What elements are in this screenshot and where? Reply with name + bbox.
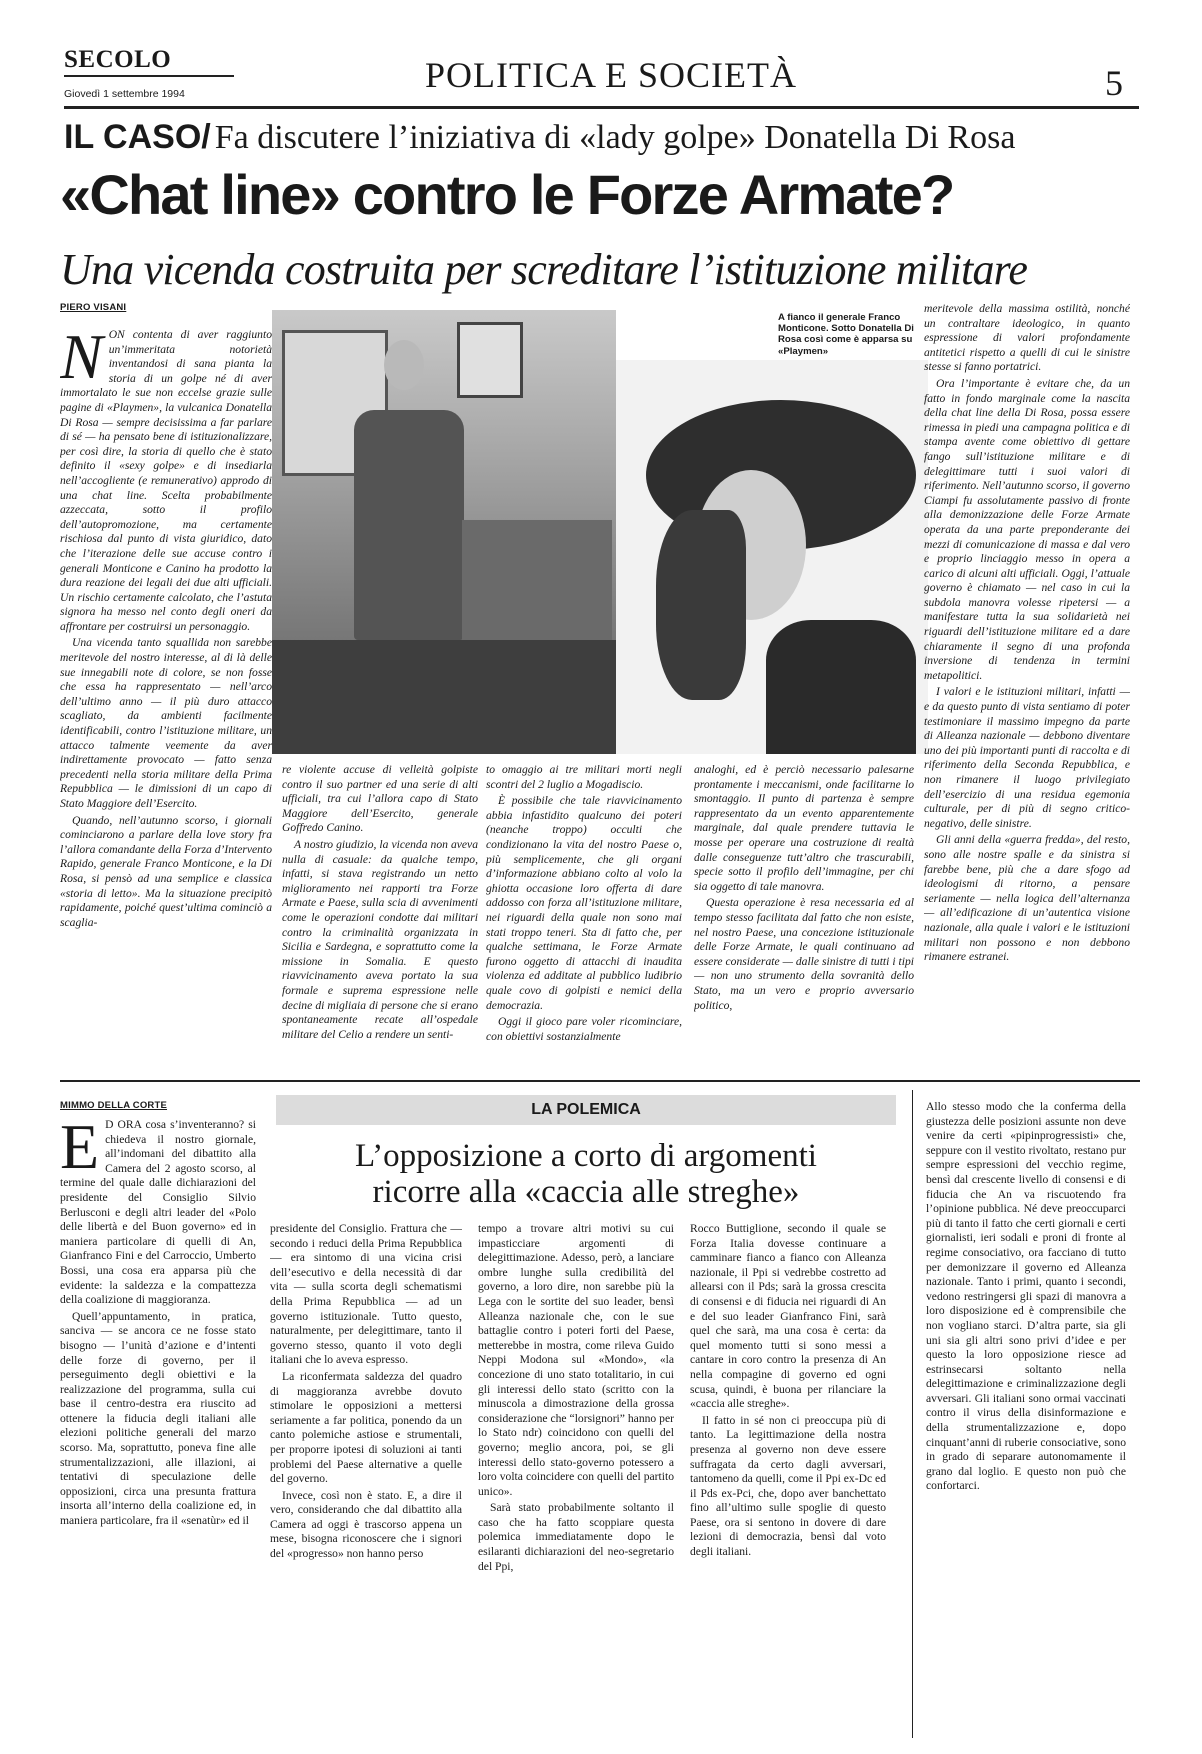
headline: «Chat line» contro le Forze Armate? [60,163,954,226]
second-col-4: Rocco Buttiglione, secondo il quale se Forza Italia dovesse continuare a camminare fianco a fianco con Alleanza nazionale, il Ppi si vedrebbe costretto ad allearsi con il Pds; sarà la grossa crescita di consensi e di fiducia nei riguardi di An e del suo leader Gianfranco Fini, sarà quel che sarà, ma una cosa è certa: da quel momento tutti si sono messi a cantare in coro contro la presenza di An nella compagine di governo ed ogni scusa, quindi, è buona per rilanciare la «caccia alle streghe». Il fatto in sé non ci preoccupa più di tanto. La legittimazione della nostra presenza al governo non deve essere suffragata da certo dagli avversari, tantomeno da quelli, come il Ppi ex-Dc ed il Pds ex-Pci, che, dopo aver banchettato fino all’ultimo sulle spoglie di questo Paese, ora si sentono in dovere di dare lezioni di democrazia, bensì dal voto degli italiani. [690,1222,886,1559]
photo-caption: A fianco il generale Franco Monticone. Sotto Donatella Di Rosa così come è apparsa su «Playmen» [778,312,914,357]
page-number: 5 [1105,63,1123,103]
subhead: Una vicenda costruita per screditare l’istituzione militare [60,245,1028,294]
byline-visani: PIERO VISANI [60,302,127,313]
main-col-1: NON contenta di aver raggiunto un’immeritata notorietà inventandosi di sana pianta la storia di un golpe né di aver immortalato le sue non eccelse grazie sulle pagine di «Playmen», la vulcanica Donatella Di Rosa — sempre decisissima a far parlare di sé — ha pensato bene di istituzionalizzare, per così dire, la storia di quello che è stato definito il «sexy golpe» e di insediarla nell’accogliente (e remunerativo) approdo di una chat line. Scelta probabilmente azzeccata, sotto il profilo dell’autopromozione, ma certamente rischiosa dal punto di vista giuridico, dato che l’iterazione delle sue accuse contro i generali Monticone e Canino ha prodotto la dura reazione dei legali dei due alti ufficiali. Un rischio certamente calcolato, che l’astuta signora ha messo nel conto degli oneri da affrontare per costruirsi un personaggio. Una vicenda tanto squallida non sarebbe meritevole del nostro interesse, al di là delle sue innegabili note di colore, se non fosse che essa ha rappresentato — nell’arco dell’ultimo anno — il più duro attacco scagliato, da ambienti facilmente identificabili, contro l’istituzione militare, un attacco talmente veemente da aver indirettamente provocato — fatto senza precedenti nella storia militare della Prima Repubblica — le dimissioni di un capo di Stato Maggiore dell’Esercito. Quando, nell’autunno scorso, i giornali cominciarono a parlare della love story fra l’allora comandante della Forza d’Intervento Rapido, generale Franco Monticone, e la Di Rosa, si pensò ad una semplice e classica «storia di letto». Ma la situazione precipitò rapidamente, poiché quest’ultima cominciò a scaglia- [60,328,272,929]
overline-text: Fa discutere l’iniziativa di «lady golpe» Donatella Di Rosa [214,119,1016,156]
second-col-2: presidente del Consiglio. Frattura che — secondo i reduci della Prima Repubblica — era sintomo di una vicina crisi dell’esecutivo e della necessità di dar vita — sulla scorta degli schematismi della Prima Repubblica — ad un governo istituzionale. Tutto questo, naturalmente, per delegittimare, tanto il governo stesso, quanto il voto degli italiani che lo aveva espresso. La riconfermata saldezza del quadro di maggioranza avrebbe dovuto stimolare le opposizioni a mettersi seriamente a far politica, ponendo da un canto polemiche astiose e strumentali, per proporre ipotesi di soluzioni ai tanti problemi del Paese alternative a quelle del governo. Invece, così non è stato. E, a dire il vero, considerando che dal dibattito alla Camera ad oggi è trascorso appena un mese, bisogna riconoscere che i signori del «progresso» non hanno perso [270,1222,462,1561]
main-col-5: meritevole della massima ostilità, nonché un contraltare ideologico, in quanto espressione di valori profondamente antitetici rispetto a quelli di cui le sinistre stesse si fanno portatrici. Ora l’importante è evitare che, da un fatto in fondo marginale come la nascita della chat line della Di Rosa, possa essere rimessa in piedi una campagna politica e di stampa avente come obiettivo di gettare fango sull’istituzione militare e di delegittimare tutti i suoi valori di riferimento. Nell’autunno scorso, il governo Ciampi fu assolutamente passivo di fronte alla demonizzazione delle Forze Armate operata da una parte preponderante dei mezzi di comunicazione di massa e dal vero e proprio linciaggio messo in opera a carico di alcuni alti ufficiali. Oggi, l’attuale governo è chiamato — nel caso in cui la subdola manovra volesse ripetersi — a manifestare tutta la sua solidarietà nei riguardi dell’istituzione militare ed a dare chiaramente il segno di una profonda inversione di tendenza in termini metapolitici. I valori e le istituzioni militari, infatti — e da questo punto di vista sentiamo di poter testimoniare il massimo impegno da parte di Alleanza nazionale — debbono diventare uno dei più importanti punti di raccolta e di riferimento della Seconda Repubblica, e non rimanere il luogo privilegiato dell’esercizio di una residua egemonia culturale, per di più di segno critico-negativo, delle sinistre. Gli anni della «guerra fredda», del resto, sono alle nostre spalle e da sinistra si farebbe bene, più che a dare sfogo ad ideologismi di ritorno, a pensare seriamente — nella logica dell’alternanza — all’edificazione di un’autentica visione nazionale, alla quale i valori e le istituzioni militari non possono e non debbono rimanere estranei. [924,302,1130,964]
main-col-4: analoghi, ed è perciò necessario palesarne prontamente i meccanismi, onde facilitarne lo smontaggio. Il punto di partenza è sempre rappresentato da un evento apparentemente marginale, dal quale prendere tuttavia le mosse per operare una costruzione di realtà dalle conseguenze tutt’altro che trascurabili, specie sotto il profilo dell’immagine, per chi sia oggetto di tale manovra. Questa operazione è resa necessaria ed al tempo stesso facilitata dal fatto che non esiste, nel nostro Paese, una concezione istituzionale delle Forze Armate, le quali continuano ad essere considerate — dalle sinistre di tutti i tipi — non uno strumento della sovranità dello Stato, ma un vero e proprio avversario politico, [694,763,914,1012]
issue-date: Giovedì 1 settembre 1994 [64,88,185,100]
second-col-3: tempo a trovare altri motivi su cui impasticciare argomenti di delegittimazione. Adesso, però, a lanciare ombre lunghe sulla credibilità del governo, a loro dire, non sarebbe più la Lega con le sortite del suo leader, bensì Alleanza nazionale che, con le sue battaglie contro i poteri forti del Paese, metterebbe in mostra, come rileva Guido Neppi Modona sul «Mondo», «la concezione di uno stato totalitario, in cui gli interessi dello stato (scritto con la minuscola a dimostrazione della grossa considerazione che “lorsignori” hanno per lo Stato ndr) coincidono con quelli del governo; meglio ancora, poi, se gli interessi dello stato-governo potessero a loro volta coincidere con quelli del partito unico». Sarà stato probabilmente soltanto il caso che ha fatto scoppiare questa polemica immediatamente dopo le esilaranti dichiarazioni del neo-segretario del Ppi, [478,1222,674,1573]
main-col-3: to omaggio ai tre militari morti negli scontri del 2 luglio a Mogadiscio. È possibile che tale riavvicinamento abbia infastidito qualcuno dei poteri (neanche troppo) occulti che condizionano la vita del nostro Paese o, più semplicemente, che gli organi d’informazione abbiano colto al volo la ghiotta occasione loro offerta di dare addosso con forza all’istituzione militare, nei riguardi della quale non sono mai stati troppo teneri. Sta di fatto che, per qualche settimana, le Forze Armate furono oggetto di attacchi di inaudita violenza ed additate al pubblico ludibrio quale covo di golpisti e nemici della democrazia. Oggi il gioco pare voler ricominciare, con obiettivi sostanzialmente [486,763,682,1043]
overline [64,118,1144,157]
main-col-2: re violente accuse di velleità golpiste contro il suo partner ed una serie di alti ufficiali, tra cui l’allora capo di Stato Maggiore dell’Esercito, generale Goffredo Canino. A nostro giudizio, la vicenda non aveva nulla di casuale: da qualche tempo, infatti, si stava registrando un netto miglioramento nei rapporti tra Forze Armate e Paese, sulla scia di avvenimenti come le operazioni condotte dai militari contro la criminalità organizzata in Sicilia e Sardegna, e soprattutto come la missione in Somalia. E questo riavvicinamento aveva portato la sua formale e suprema espressione nelle decine di migliaia di persone che si erano spontaneamente recate all’ospedale militare del Celio a rendere un senti- [282,763,478,1041]
masthead [0,0,1202,125]
article-divider [60,1080,1140,1082]
byline-della-corte: MIMMO DELLA CORTE [60,1100,168,1111]
section-title: POLITICA E SOCIETÀ [425,55,797,95]
photo-monticone [272,310,616,754]
kicker: IL CASO/ [64,118,211,156]
dropcap-n: N [60,328,103,392]
sidebar-divider [912,1090,913,1738]
second-col-5: Allo stesso modo che la conferma della giustezza delle posizioni assunte non deve venire da certi «pipinprogressisti» che, seppure con il vestito rivoltato, restano pur sempre espressioni del vecchio regime, bensì dal crescente livello di consensi e di fiducia che An va riscuotendo fra l’opinione pubblica. Né deve preoccuparci più di tanto il fatto che certi giornali e certi giornalisti, ieri sodali e proni di fronte al regime consociativo, ora facciano di tutto per demonizzare il governo ed Alleanza nazionale. Tanto i primi, quanto i secondi, vedono restringersi gli spazi di manovra a loro disposizione ed è comprensibile che non vogliano starci. D’altra parte, sia gli uni sia gli altri sono privi d’idee e per questo la loro opposizione riesce ad estrinsecarsi soltanto nella delegittimazione e criminalizzazione degli avversari. Gli italiani sono ormai vaccinati contro il virus della disinformazione e della strumentalizzazione e, dopo cinquant’anni di ruberie consociative, sono in grado di separare autonomamente il grano dal loglio. E questo non può che confortarci. [926,1100,1126,1493]
second-col-1: E D ORA cosa s’inventeranno? si chiedeva il nostro giornale, all’indomani del dibattito alla Camera del 2 agosto scorso, al termine del quale dalle dichiarazioni del presidente del Consiglio Silvio Berlusconi e degli altri leader del «Polo delle libertà e del Buon governo» ed in maniera particolare di quelli di An, Gianfranco Fini e del Carroccio, Umberto Bossi, una cosa era apparsa più che evidente: la saldezza e la compattezza della coalizione di maggioranza. Quell’appuntamento, in pratica, sanciva — se ancora ce ne fosse stato bisogno — l’unità d’azione e d’intenti delle forze di governo, per il perseguimento degli obiettivi e la realizzazione del programma, sulla cui base il centro-destra era riuscito ad ottenere la fiducia degli italiani alle elezioni politiche generali del marzo scorso. Ma, soprattutto, poneva fine alle strumentalizzazioni, alle illazioni, ai tentativi di speculazione delle opposizioni, circa una presunta frattura insorta all’interno della coalizione ed, in maniera particolare, fra il «senatùr» ed il [60,1118,256,1528]
paper-name: SECOLO [64,46,172,73]
dropcap-e: E [60,1118,100,1182]
polemica-label: LA POLEMICA [276,1095,896,1125]
photo-di-rosa [616,360,928,754]
second-headline: L’opposizione a corto di argomenti ricorre alla «caccia alle streghe» [355,1138,817,1210]
